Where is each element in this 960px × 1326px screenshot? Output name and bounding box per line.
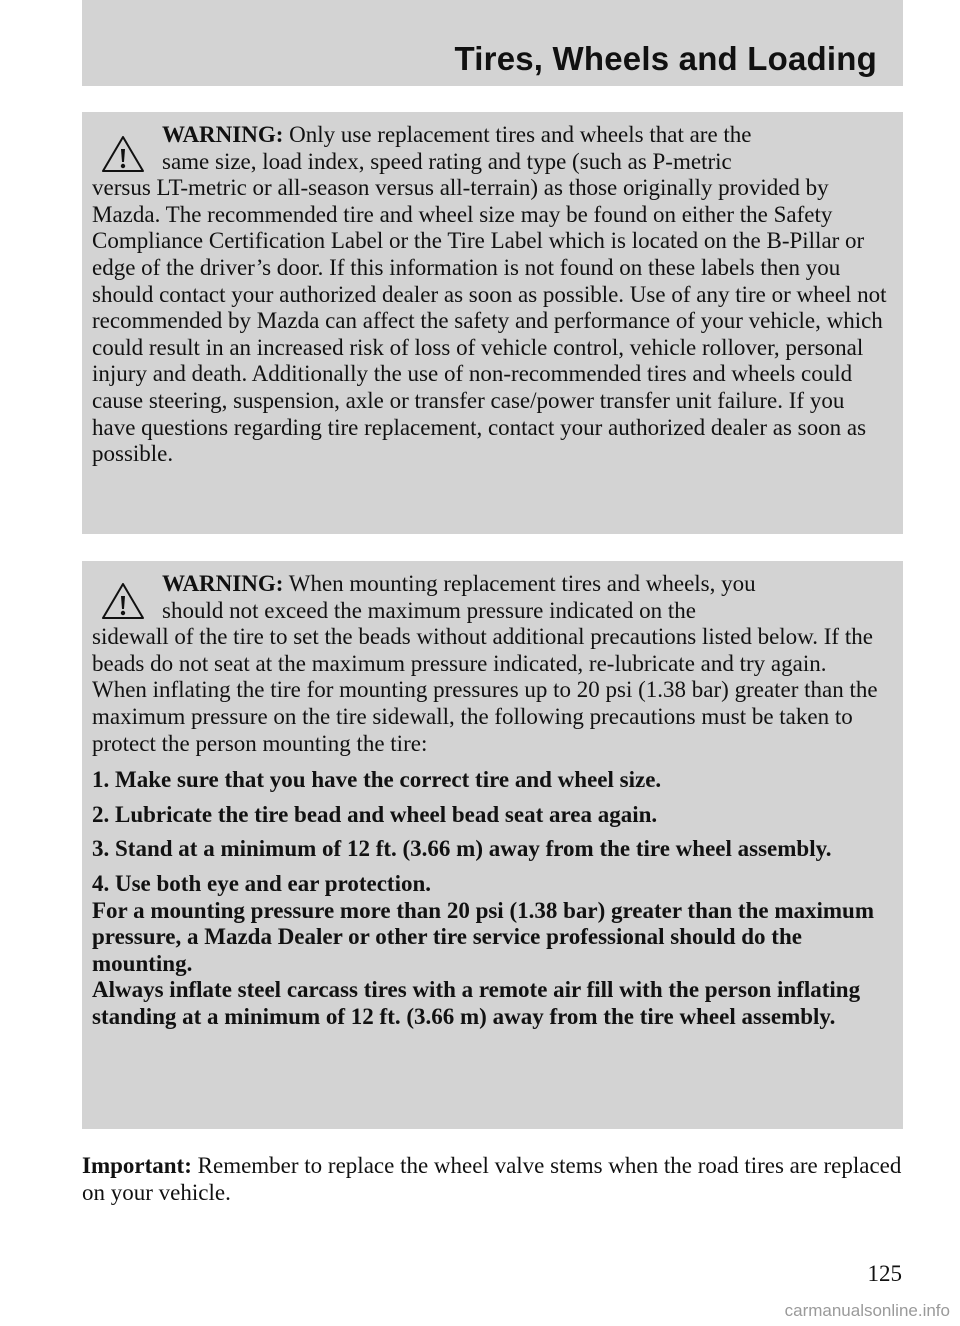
page-number: 125 xyxy=(867,1261,902,1286)
remote-air-fill-note: Always inflate steel carcass tires with a remote air fill with the person inflating standing at a minimum of 12 ft. (3.66 m) away from the tire wheel assembly. xyxy=(92,977,861,1029)
warning-body: versus LT-metric or all-season versus all-terrain) as those originally provided by Mazda. The recommended tire and wheel size may be found on either the Safety Compliance Certification Label or the Tire Label which is located on the B-Pillar or edge of the driver’s door. If this information is not found on these labels then you should contact your authorized dealer as soon as possible. Use of any tire or wheel not recommended by Mazda can affect the safety and performance of your vehicle, which could result in an increased risk of loss of vehicle control, vehicle rollover, personal injury and death. Additionally the use of non-recommended tires and wheels could cause steering, suspension, axle or transfer case/power transfer unit failure. If you have questions regarding tire replacement, contact your authorized dealer as soon as possible. xyxy=(92,175,887,467)
warning-box-2 xyxy=(82,561,903,1129)
dealer-mounting-note: For a mounting pressure more than 20 psi (1.38 bar) greater than the maximum pressure, a Mazda Dealer or other tire service professional should do the mounting. xyxy=(92,897,874,976)
step-4: 4. Use both eye and ear protection. xyxy=(92,870,432,896)
step-1: 1. Make sure that you have the correct tire and wheel size. xyxy=(92,767,662,793)
warning-text-line1: When mounting replacement tires and wheels, you xyxy=(288,571,756,596)
warning-text-line1: Only use replacement tires and wheels that are the xyxy=(289,122,752,147)
warning-label: WARNING: xyxy=(162,571,284,596)
warning-text-line2: same size, load index, speed rating and type (such as P-metric xyxy=(162,148,732,174)
precaution-steps xyxy=(92,767,893,1030)
warning-label: WARNING: xyxy=(162,122,284,147)
step-2: 2. Lubricate the tire bead and wheel bead seat area again. xyxy=(92,801,658,827)
warning-triangle-icon xyxy=(100,134,146,174)
warning-box-1 xyxy=(82,112,903,534)
important-note xyxy=(82,1153,903,1206)
step-3: 3. Stand at a minimum of 12 ft. (3.66 m) away from the tire wheel assembly. xyxy=(92,836,832,862)
important-label: Important: xyxy=(82,1153,192,1178)
warning-triangle-icon xyxy=(100,581,146,621)
header-band xyxy=(82,0,903,86)
warning-body-2: When inflating the tire for mounting pressures up to 20 psi (1.38 bar) greater than the maximum pressure on the tire sidewall, the following precautions must be taken to protect the person mounting the tire: xyxy=(92,677,878,756)
watermark: carmanualsonline.info xyxy=(784,1301,950,1320)
page-title: Tires, Wheels and Loading xyxy=(454,40,877,77)
warning-text-line2: should not exceed the maximum pressure indicated on the xyxy=(162,597,696,623)
important-text: Remember to replace the wheel valve stems when the road tires are replaced on your vehicle. xyxy=(82,1153,902,1205)
warning-body: sidewall of the tire to set the beads without additional precautions listed below. If the beads do not seat at the maximum pressure indicated, re-lubricate and try again. xyxy=(92,624,873,676)
